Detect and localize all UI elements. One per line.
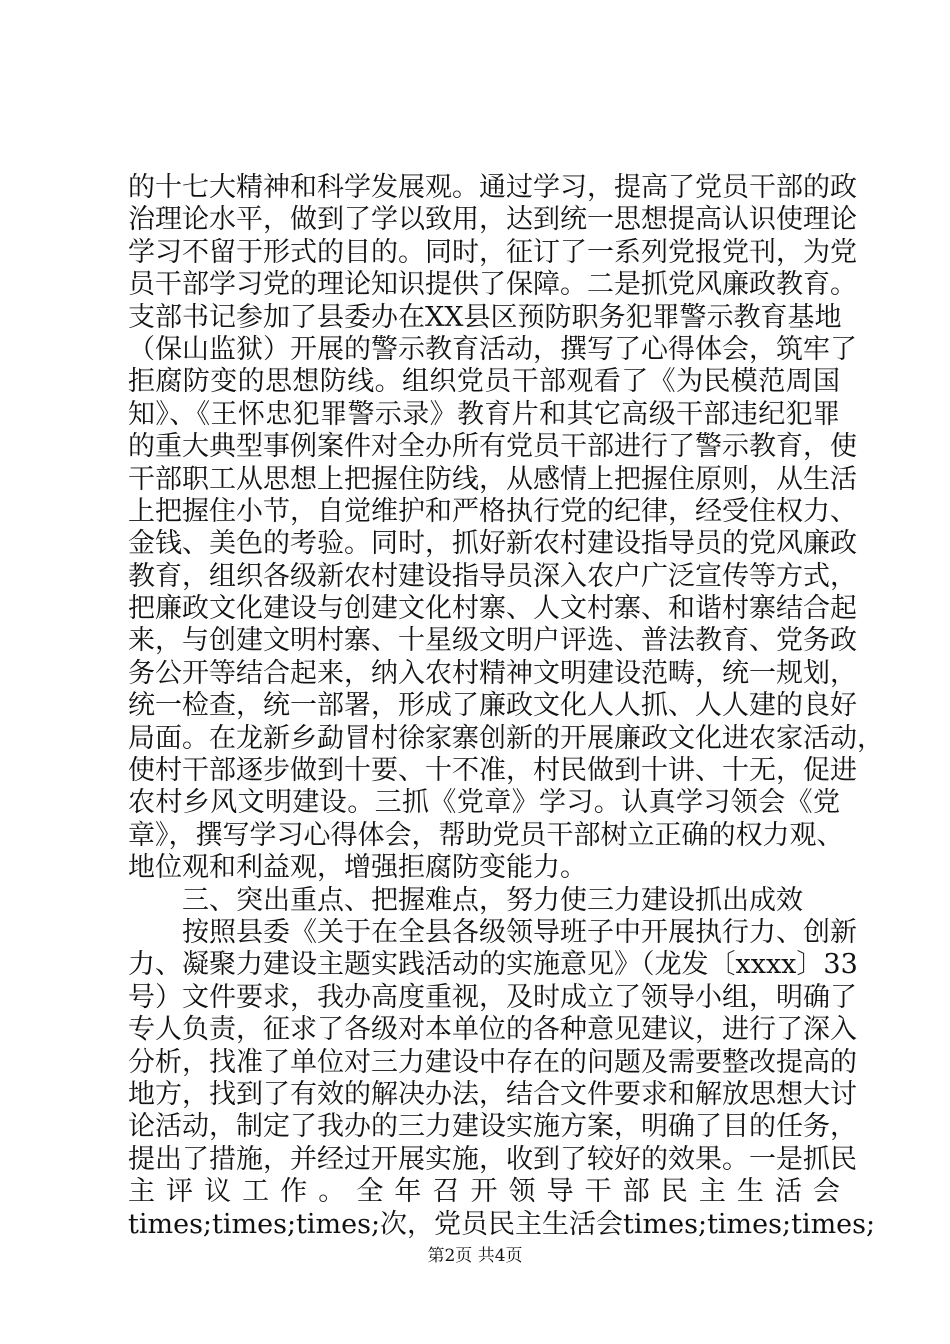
text-line: 地位观和利益观，增强拒腐防变能力。 xyxy=(128,852,587,884)
text-line: 章》，撰写学习心得体会，帮助党员干部树立正确的权力观、 xyxy=(128,819,844,851)
section-heading: 三、突出重点、把握难点，努力使三力建设抓出成效 xyxy=(182,884,803,916)
text-line: 来，与创建文明村寨、十星级文明户评选、普法教育、党务政 xyxy=(128,625,857,657)
text-line: 教育，组织各级新农村建设指导员深入农户广泛宣传等方式， xyxy=(128,560,857,592)
text-line: 地方，找到了有效的解决办法，结合文件要求和解放思想大讨 xyxy=(128,1078,857,1110)
body-text xyxy=(128,172,884,1241)
text-line: 治理论水平，做到了学以致用，达到统一思想提高认识使理论 xyxy=(128,204,857,236)
text-line: 提出了措施，并经过开展实施，收到了较好的效果。一是抓民 xyxy=(128,1143,857,1175)
text-line: 支部书记参加了县委办在XX县区预防职务犯罪警示教育基地 xyxy=(128,301,842,333)
text-line: 员干部学习党的理论知识提供了保障。二是抓党风廉政教育。 xyxy=(128,269,857,301)
text-line: 把廉政文化建设与创建文化村寨、人文村寨、和谐村寨结合起 xyxy=(128,593,857,625)
text-line: 务公开等结合起来，纳入农村精神文明建设范畴，统一规划， xyxy=(128,657,857,689)
text-line: 分析，找准了单位对三力建设中存在的问题及需要整改提高的 xyxy=(128,1046,857,1078)
text-line: 局面。在龙新乡勐冒村徐家寨创新的开展廉政文化进农家活动， xyxy=(128,722,884,754)
text-line: 主评议工作。全年召开领导干部民主生活会 xyxy=(128,1176,840,1208)
text-line: 论活动，制定了我办的三力建设实施方案，明确了目的任务， xyxy=(128,1111,857,1143)
text-line: 号）文件要求，我办高度重视，及时成立了领导小组，明确了 xyxy=(128,981,857,1013)
text-line: 的十七大精神和科学发展观。通过学习，提高了党员干部的政 xyxy=(128,172,857,203)
text-line: 统一检查，统一部署，形成了廉政文化人人抓、人人建的良好 xyxy=(128,690,857,722)
text-line: 专人负责，征求了各级对本单位的各种意见建议，进行了深入 xyxy=(128,1014,857,1046)
text-line: （保山监狱）开展的警示教育活动，撰写了心得体会，筑牢了 xyxy=(128,333,857,365)
text-line: 上把握住小节，自觉维护和严格执行党的纪律，经受住权力、 xyxy=(128,495,857,527)
text-line: 拒腐防变的思想防线。组织党员干部观看了《为民模范周国 xyxy=(128,366,840,398)
text-line: 干部职工从思想上把握住防线，从感情上把握住原则，从生活 xyxy=(128,463,857,495)
text-line: 的重大典型事例案件对全办所有党员干部进行了警示教育，使 xyxy=(128,431,857,463)
text-line: 金钱、美色的考验。同时，抓好新农村建设指导员的党风廉政 xyxy=(128,528,857,560)
text-line: 学习不留于形式的目的。同时，征订了一系列党报党刊，为党 xyxy=(128,236,857,268)
text-line: 使村干部逐步做到十要、十不准，村民做到十讲、十无，促进 xyxy=(128,755,857,787)
text-line: 力、凝聚力建设主题实践活动的实施意见》（龙发〔xxxx〕33 xyxy=(128,949,858,981)
text-line: 农村乡风文明建设。三抓《党章》学习。认真学习领会《党 xyxy=(128,787,840,819)
page-footer: 第2页 共4页 xyxy=(427,1246,523,1266)
text-line: times;times;times;次，党员民主生活会times;times;times; xyxy=(128,1208,876,1240)
text-line: 按照县委《关于在全县各级领导班子中开展执行力、创新 xyxy=(182,916,857,948)
text-line: 知》、《王怀忠犯罪警示录》教育片和其它高级干部违纪犯罪 xyxy=(128,398,840,430)
